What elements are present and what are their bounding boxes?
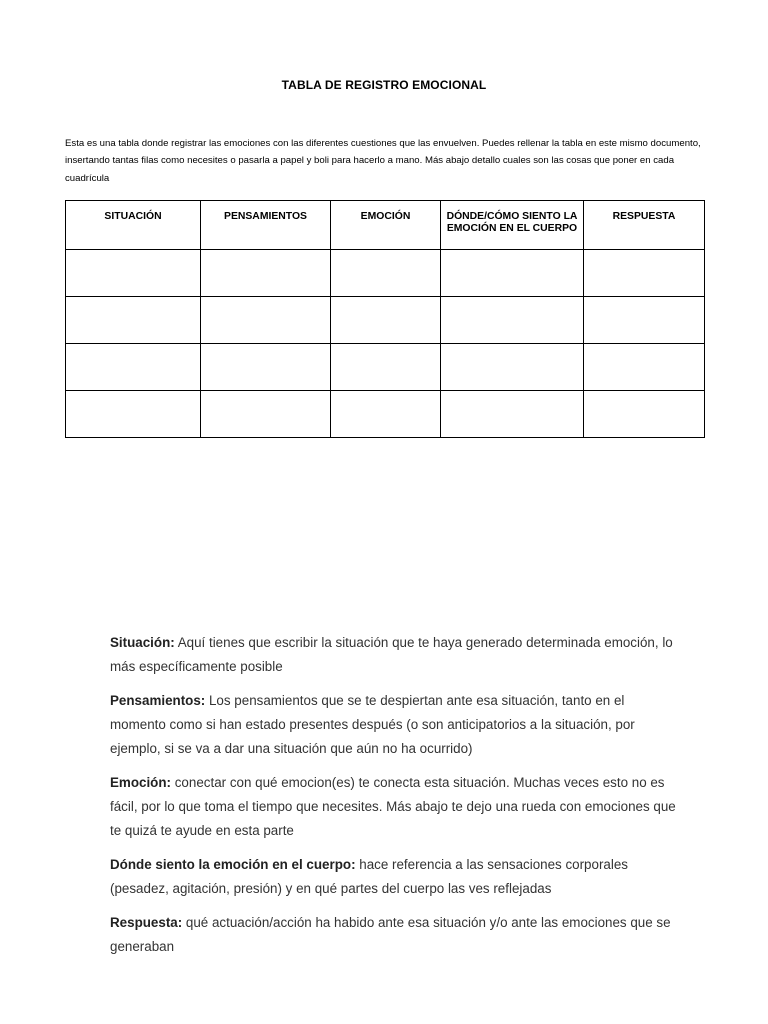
definition-text: qué actuación/acción ha habido ante esa situación y/o ante las emociones que se generaban [110,915,671,954]
definition-term: Situación: [110,635,175,650]
table-cell[interactable] [331,250,441,297]
table-cell[interactable] [66,344,201,391]
definition-situacion [110,631,680,679]
table-cell[interactable] [201,391,331,438]
definition-term: Dónde siento la emoción en el cuerpo: [110,857,356,872]
emotional-record-table [65,200,705,438]
definition-pensamientos [110,689,680,761]
table-cell[interactable] [201,344,331,391]
table-cell[interactable] [441,250,584,297]
definition-text: Aquí tienes que escribir la situación que te haya generado determinada emoción, lo más específicamente posible [110,635,673,674]
definition-emocion [110,771,680,843]
table-cell[interactable] [441,344,584,391]
table-row [66,250,705,297]
table-cell[interactable] [584,250,705,297]
header-respuesta: RESPUESTA [584,201,705,250]
definition-text: hace referencia a las sensaciones corporales (pesadez, agitación, presión) y en qué partes del cuerpo las ves reflejadas [110,857,628,896]
definition-term: Pensamientos: [110,693,206,708]
table-cell[interactable] [201,297,331,344]
table-cell[interactable] [331,391,441,438]
header-pensamientos: PENSAMIENTOS [201,201,331,250]
definition-text: conectar con qué emocion(es) te conecta esta situación. Muchas veces esto no es fácil, por lo que toma el tiempo que necesites. Más abajo te dejo una rueda con emociones que te quizá te ayude en esta parte [110,775,676,838]
table-row [66,297,705,344]
definitions-section [110,631,680,969]
table-cell[interactable] [66,250,201,297]
table-cell[interactable] [441,297,584,344]
table-cell[interactable] [584,297,705,344]
definition-text: Los pensamientos que se te despiertan ante esa situación, tanto en el momento como si han estado presentes después (o son anticipatorios a la situación, por ejemplo, si se va a dar una situación que aún no ha ocurrido) [110,693,635,756]
table-cell[interactable] [331,344,441,391]
document-title: TABLA DE REGISTRO EMOCIONAL [281,78,487,92]
definition-donde-siento [110,853,680,901]
table-cell[interactable] [66,297,201,344]
header-emocion: EMOCIÓN [331,201,441,250]
definition-respuesta [110,911,680,959]
table-header-row [66,201,705,250]
table-cell[interactable] [331,297,441,344]
table-cell[interactable] [584,344,705,391]
header-donde-siento: DÓNDE/CÓMO SIENTO LA EMOCIÓN EN EL CUERPO [441,201,584,250]
intro-paragraph: Esta es una tabla donde registrar las emociones con las diferentes cuestiones que las envuelven. Puedes rellenar la tabla en este mismo documento, insertando tantas filas como necesites o pasarla a papel y boli para hacerlo a mano. Más abajo detallo cuales son las cosas que poner en cada cuadrícula [65,138,701,184]
header-situacion: SITUACIÓN [66,201,201,250]
definition-term: Respuesta: [110,915,183,930]
table-row [66,391,705,438]
table-cell[interactable] [441,391,584,438]
definition-term: Emoción: [110,775,172,790]
table-cell[interactable] [66,391,201,438]
table-row [66,344,705,391]
table-cell[interactable] [584,391,705,438]
table-cell[interactable] [201,250,331,297]
